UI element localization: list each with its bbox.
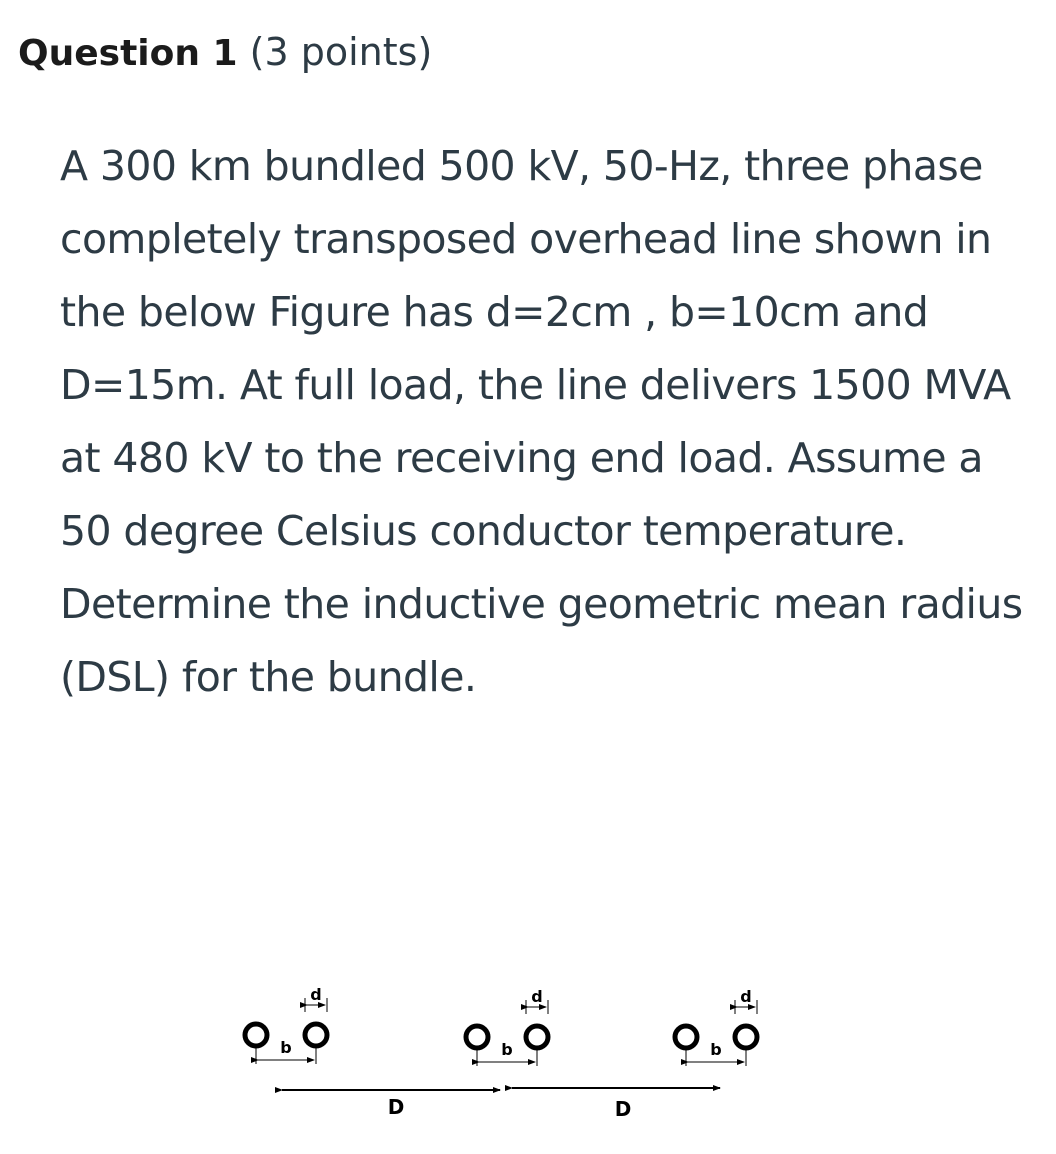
conductor [526, 1026, 548, 1048]
conductor [245, 1024, 267, 1046]
phase-bundle-b [466, 987, 548, 1066]
conductor [675, 1026, 697, 1048]
phase-spacing-label: D [387, 1095, 405, 1119]
conductor [305, 1024, 327, 1046]
question-title: Question 1 [18, 33, 238, 74]
d-label: d [531, 987, 543, 1006]
question-points: (3 points) [249, 30, 433, 74]
b-label: b [501, 1040, 513, 1059]
question-header [18, 24, 432, 82]
d-label: d [740, 987, 752, 1006]
conductor [466, 1026, 488, 1048]
phase-bundle-a [245, 985, 327, 1064]
b-label: b [280, 1038, 292, 1057]
b-label: b [710, 1040, 722, 1059]
phase-bundle-c [675, 987, 757, 1066]
question-text: A 300 km bundled 500 kV, 50-Hz, three phase completely transposed overhead line shown in the below Figure has d=2cm , b=10cm and D=15m. At full load, the line delivers 1500 MVA at 480 kV to the receiving end load. Assume a 50 degree Celsius conductor temperature. Determine the inductive geometric mean radius (DSL) for the bundle. [60, 142, 1023, 701]
bundle-diagram [0, 960, 1056, 1154]
conductor [735, 1026, 757, 1048]
bundle-figure [0, 960, 1056, 1154]
phase-spacing-label: D [614, 1097, 632, 1121]
d-label: d [310, 985, 322, 1004]
